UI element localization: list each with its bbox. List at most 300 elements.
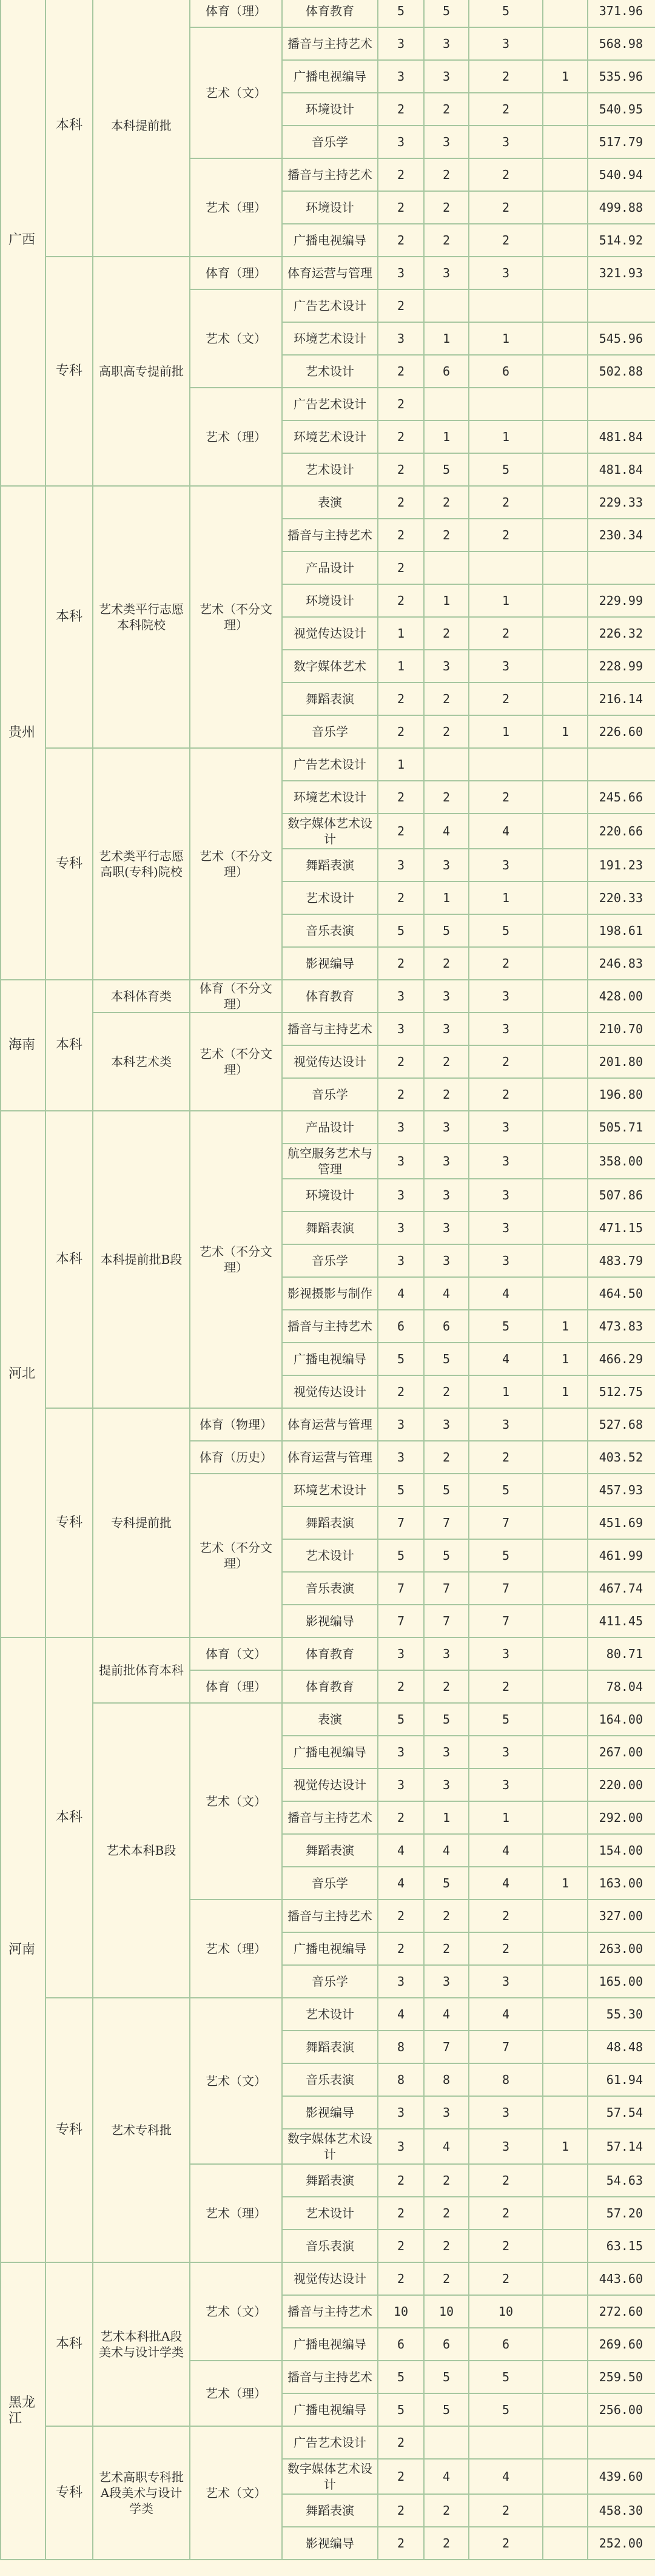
admit-count-cell: 1: [424, 1801, 469, 1834]
min-score-cell: [588, 748, 655, 781]
subject-cell: 艺术（不分文理）: [190, 1013, 282, 1111]
min-score-cell: 210.70: [588, 1013, 655, 1045]
plan-count-cell: 2: [378, 2197, 424, 2230]
in-plan-cell: 4: [469, 1277, 543, 1310]
in-plan-cell: 2: [469, 781, 543, 814]
subject-cell: 艺术（不分文理）: [190, 748, 282, 980]
major-cell: 艺术设计: [282, 882, 378, 914]
extra-cell: [543, 1013, 588, 1045]
plan-count-cell: 2: [378, 947, 424, 980]
plan-count-cell: 2: [378, 1932, 424, 1965]
in-plan-cell: 2: [469, 158, 543, 191]
min-score-cell: [588, 2426, 655, 2459]
level-cell: 专科: [45, 257, 93, 486]
major-cell: 环境设计: [282, 1179, 378, 1212]
plan-count-cell: 5: [378, 914, 424, 947]
subject-cell: 艺术（理）: [190, 388, 282, 486]
plan-count-cell: 3: [378, 60, 424, 93]
in-plan-cell: 2: [469, 2230, 543, 2262]
extra-cell: [543, 584, 588, 617]
major-cell: 播音与主持艺术: [282, 2361, 378, 2393]
in-plan-cell: 1: [469, 1375, 543, 1408]
major-cell: 环境设计: [282, 584, 378, 617]
major-cell: 视觉传达设计: [282, 617, 378, 650]
major-cell: 广播电视编导: [282, 2328, 378, 2361]
admit-count-cell: 2: [424, 224, 469, 257]
in-plan-cell: 3: [469, 1111, 543, 1144]
admit-count-cell: [424, 551, 469, 584]
major-cell: 广播电视编导: [282, 60, 378, 93]
in-plan-cell: 3: [469, 1244, 543, 1277]
in-plan-cell: 3: [469, 1965, 543, 1998]
admit-count-cell: 5: [424, 453, 469, 486]
table-row: [1, 257, 655, 289]
extra-cell: [543, 1408, 588, 1441]
extra-cell: [543, 1572, 588, 1605]
subject-cell: 艺术（文）: [190, 27, 282, 158]
min-score-cell: 196.80: [588, 1078, 655, 1111]
min-score-cell: 507.86: [588, 1179, 655, 1212]
min-score-cell: 57.14: [588, 2129, 655, 2164]
extra-cell: [543, 1932, 588, 1965]
min-score-cell: 502.88: [588, 355, 655, 388]
major-cell: 音乐学: [282, 715, 378, 748]
admit-count-cell: 2: [424, 2494, 469, 2527]
major-cell: 数字媒体艺术设计: [282, 2459, 378, 2494]
major-cell: 影视编导: [282, 2096, 378, 2129]
in-plan-cell: 1: [469, 584, 543, 617]
admit-count-cell: 3: [424, 1013, 469, 1045]
plan-count-cell: 2: [378, 420, 424, 453]
plan-count-cell: 2: [378, 453, 424, 486]
min-score-cell: [588, 289, 655, 322]
in-plan-cell: 2: [469, 519, 543, 551]
extra-cell: [543, 849, 588, 882]
min-score-cell: 439.60: [588, 2459, 655, 2494]
extra-cell: [543, 1539, 588, 1572]
min-score-cell: 259.50: [588, 2361, 655, 2393]
in-plan-cell: [469, 388, 543, 420]
subject-cell: 艺术（不分文理）: [190, 486, 282, 748]
in-plan-cell: 2: [469, 947, 543, 980]
level-cell: 本科: [45, 1111, 93, 1408]
plan-count-cell: 4: [378, 1834, 424, 1867]
extra-cell: [543, 1212, 588, 1244]
admit-count-cell: 7: [424, 1605, 469, 1637]
plan-count-cell: 5: [378, 1474, 424, 1506]
plan-count-cell: 2: [378, 158, 424, 191]
table-row: [1, 980, 655, 1013]
major-cell: 播音与主持艺术: [282, 27, 378, 60]
admit-count-cell: 5: [424, 2393, 469, 2426]
plan-count-cell: 2: [378, 781, 424, 814]
in-plan-cell: 3: [469, 1179, 543, 1212]
extra-cell: [543, 126, 588, 158]
major-cell: 广告艺术设计: [282, 2426, 378, 2459]
plan-count-cell: 2: [378, 388, 424, 420]
subject-cell: 体育（理）: [190, 257, 282, 289]
extra-cell: 1: [543, 1343, 588, 1375]
min-score-cell: 466.29: [588, 1343, 655, 1375]
province-cell: 广西: [1, 0, 45, 486]
batch-cell: 高职高专提前批: [93, 257, 190, 486]
in-plan-cell: 2: [469, 1045, 543, 1078]
subject-cell: 艺术（不分文理）: [190, 1111, 282, 1408]
major-cell: 播音与主持艺术: [282, 1310, 378, 1343]
admit-count-cell: 2: [424, 2197, 469, 2230]
plan-count-cell: 7: [378, 1605, 424, 1637]
major-cell: 舞蹈表演: [282, 1834, 378, 1867]
extra-cell: [543, 551, 588, 584]
batch-cell: 专科提前批: [93, 1408, 190, 1637]
admit-count-cell: 3: [424, 27, 469, 60]
in-plan-cell: 7: [469, 1572, 543, 1605]
plan-count-cell: 2: [378, 1078, 424, 1111]
extra-cell: [543, 453, 588, 486]
min-score-cell: 358.00: [588, 1144, 655, 1179]
admit-count-cell: 3: [424, 1768, 469, 1801]
major-cell: 音乐学: [282, 1078, 378, 1111]
admit-count-cell: 2: [424, 191, 469, 224]
admit-count-cell: 3: [424, 1179, 469, 1212]
subject-cell: 艺术（理）: [190, 2361, 282, 2426]
major-cell: 影视编导: [282, 1605, 378, 1637]
min-score-cell: 263.00: [588, 1932, 655, 1965]
admit-count-cell: 5: [424, 1867, 469, 1900]
extra-cell: [543, 2393, 588, 2426]
level-cell: 专科: [45, 2426, 93, 2560]
plan-count-cell: 2: [378, 1801, 424, 1834]
in-plan-cell: 8: [469, 2063, 543, 2096]
major-cell: 播音与主持艺术: [282, 2295, 378, 2328]
extra-cell: [543, 980, 588, 1013]
major-cell: 播音与主持艺术: [282, 1801, 378, 1834]
in-plan-cell: 4: [469, 1834, 543, 1867]
plan-count-cell: 2: [378, 683, 424, 715]
plan-count-cell: 2: [378, 191, 424, 224]
in-plan-cell: 3: [469, 2129, 543, 2164]
extra-cell: [543, 1441, 588, 1474]
plan-count-cell: 1: [378, 748, 424, 781]
min-score-cell: 458.30: [588, 2494, 655, 2527]
plan-count-cell: 2: [378, 1670, 424, 1703]
min-score-cell: 512.75: [588, 1375, 655, 1408]
admit-count-cell: 2: [424, 519, 469, 551]
plan-count-cell: 2: [378, 551, 424, 584]
plan-count-cell: 3: [378, 1179, 424, 1212]
in-plan-cell: 3: [469, 849, 543, 882]
min-score-cell: 230.34: [588, 519, 655, 551]
min-score-cell: 540.95: [588, 93, 655, 126]
min-score-cell: 272.60: [588, 2295, 655, 2328]
batch-cell: 本科艺术类: [93, 1013, 190, 1111]
plan-count-cell: 3: [378, 1408, 424, 1441]
admit-count-cell: 4: [424, 1834, 469, 1867]
extra-cell: [543, 420, 588, 453]
plan-count-cell: 7: [378, 1572, 424, 1605]
plan-count-cell: 5: [378, 1539, 424, 1572]
in-plan-cell: 2: [469, 1932, 543, 1965]
plan-count-cell: 2: [378, 1045, 424, 1078]
extra-cell: [543, 650, 588, 683]
major-cell: 环境艺术设计: [282, 781, 378, 814]
plan-count-cell: 2: [378, 1900, 424, 1932]
admit-count-cell: 3: [424, 849, 469, 882]
major-cell: 环境艺术设计: [282, 1474, 378, 1506]
major-cell: 产品设计: [282, 1111, 378, 1144]
extra-cell: [543, 289, 588, 322]
extra-cell: [543, 1244, 588, 1277]
min-score-cell: 165.00: [588, 1965, 655, 1998]
plan-count-cell: 3: [378, 2129, 424, 2164]
admit-count-cell: 2: [424, 93, 469, 126]
extra-cell: [543, 1998, 588, 2031]
level-cell: 专科: [45, 1408, 93, 1637]
major-cell: 体育教育: [282, 0, 378, 27]
admit-count-cell: 2: [424, 158, 469, 191]
min-score-cell: 451.69: [588, 1506, 655, 1539]
extra-cell: [543, 2164, 588, 2197]
extra-cell: [543, 748, 588, 781]
plan-count-cell: 2: [378, 2459, 424, 2494]
extra-cell: 1: [543, 1867, 588, 1900]
extra-cell: [543, 0, 588, 27]
admit-count-cell: 3: [424, 1965, 469, 1998]
min-score-cell: 371.96: [588, 0, 655, 27]
in-plan-cell: 3: [469, 650, 543, 683]
table-row: [1, 748, 655, 781]
table-row: [1, 2426, 655, 2459]
admit-count-cell: 3: [424, 1408, 469, 1441]
plan-count-cell: 5: [378, 1343, 424, 1375]
batch-cell: 本科提前批: [93, 0, 190, 257]
plan-count-cell: 5: [378, 2361, 424, 2393]
major-cell: 体育教育: [282, 1637, 378, 1670]
min-score-cell: 443.60: [588, 2262, 655, 2295]
admit-count-cell: 5: [424, 914, 469, 947]
major-cell: 环境设计: [282, 93, 378, 126]
in-plan-cell: 1: [469, 420, 543, 453]
min-score-cell: 267.00: [588, 1736, 655, 1768]
in-plan-cell: [469, 289, 543, 322]
major-cell: 航空服务艺术与管理: [282, 1144, 378, 1179]
extra-cell: [543, 617, 588, 650]
in-plan-cell: 5: [469, 2361, 543, 2393]
subject-cell: 体育（文）: [190, 1637, 282, 1670]
min-score-cell: 57.20: [588, 2197, 655, 2230]
extra-cell: [543, 914, 588, 947]
plan-count-cell: 5: [378, 1703, 424, 1736]
in-plan-cell: 3: [469, 126, 543, 158]
extra-cell: [543, 355, 588, 388]
min-score-cell: 154.00: [588, 1834, 655, 1867]
admit-count-cell: 2: [424, 1078, 469, 1111]
plan-count-cell: 4: [378, 1277, 424, 1310]
extra-cell: 1: [543, 60, 588, 93]
admit-count-cell: 5: [424, 1703, 469, 1736]
plan-count-cell: 3: [378, 2096, 424, 2129]
min-score-cell: 229.33: [588, 486, 655, 519]
extra-cell: [543, 2096, 588, 2129]
in-plan-cell: 3: [469, 1736, 543, 1768]
major-cell: 产品设计: [282, 551, 378, 584]
plan-count-cell: 2: [378, 93, 424, 126]
major-cell: 艺术设计: [282, 1998, 378, 2031]
admit-count-cell: 3: [424, 1212, 469, 1244]
table-row: [1, 1111, 655, 1144]
batch-cell: 艺术类平行志愿高职(专科)院校: [93, 748, 190, 980]
admit-count-cell: 2: [424, 781, 469, 814]
plan-count-cell: 2: [378, 519, 424, 551]
in-plan-cell: 3: [469, 27, 543, 60]
subject-cell: 艺术（理）: [190, 1900, 282, 1998]
batch-cell: 提前批体育本科: [93, 1637, 190, 1703]
extra-cell: [543, 1834, 588, 1867]
province-cell: 海南: [1, 980, 45, 1111]
in-plan-cell: 2: [469, 1670, 543, 1703]
in-plan-cell: [469, 2426, 543, 2459]
in-plan-cell: 2: [469, 1900, 543, 1932]
extra-cell: [543, 882, 588, 914]
extra-cell: [543, 1111, 588, 1144]
province-cell: 贵州: [1, 486, 45, 980]
subject-cell: 艺术（文）: [190, 2426, 282, 2560]
batch-cell: 本科体育类: [93, 980, 190, 1013]
in-plan-cell: 2: [469, 60, 543, 93]
subject-cell: 艺术（不分文理）: [190, 1474, 282, 1637]
admit-count-cell: 2: [424, 1441, 469, 1474]
major-cell: 体育运营与管理: [282, 1408, 378, 1441]
min-score-cell: 514.92: [588, 224, 655, 257]
table-row: [1, 1998, 655, 2031]
in-plan-cell: 6: [469, 355, 543, 388]
level-cell: 本科: [45, 1637, 93, 1998]
admit-count-cell: 8: [424, 2063, 469, 2096]
extra-cell: [543, 2197, 588, 2230]
min-score-cell: 483.79: [588, 1244, 655, 1277]
major-cell: 视觉传达设计: [282, 1045, 378, 1078]
major-cell: 舞蹈表演: [282, 2164, 378, 2197]
extra-cell: [543, 2063, 588, 2096]
admit-count-cell: 4: [424, 1277, 469, 1310]
min-score-cell: 48.48: [588, 2031, 655, 2063]
plan-count-cell: 2: [378, 584, 424, 617]
min-score-cell: 54.63: [588, 2164, 655, 2197]
province-cell: 河南: [1, 1637, 45, 2262]
plan-count-cell: 5: [378, 2393, 424, 2426]
plan-count-cell: 8: [378, 2063, 424, 2096]
in-plan-cell: 4: [469, 1867, 543, 1900]
min-score-cell: 473.83: [588, 1310, 655, 1343]
min-score-cell: 540.94: [588, 158, 655, 191]
table-row: [1, 0, 655, 27]
admit-count-cell: 1: [424, 420, 469, 453]
plan-count-cell: 3: [378, 1013, 424, 1045]
table-row: [1, 486, 655, 519]
min-score-cell: 252.00: [588, 2527, 655, 2560]
extra-cell: [543, 1605, 588, 1637]
table-row: [1, 1637, 655, 1670]
min-score-cell: 517.79: [588, 126, 655, 158]
level-cell: 本科: [45, 0, 93, 257]
extra-cell: [543, 1801, 588, 1834]
major-cell: 音乐学: [282, 1867, 378, 1900]
extra-cell: [543, 947, 588, 980]
min-score-cell: 505.71: [588, 1111, 655, 1144]
plan-count-cell: 3: [378, 1736, 424, 1768]
table-row: [1, 1703, 655, 1736]
major-cell: 环境设计: [282, 191, 378, 224]
min-score-cell: 464.50: [588, 1277, 655, 1310]
plan-count-cell: 2: [378, 2262, 424, 2295]
extra-cell: [543, 2031, 588, 2063]
min-score-cell: [588, 388, 655, 420]
extra-cell: [543, 1736, 588, 1768]
plan-count-cell: 2: [378, 2164, 424, 2197]
min-score-cell: 403.52: [588, 1441, 655, 1474]
major-cell: 广播电视编导: [282, 224, 378, 257]
major-cell: 播音与主持艺术: [282, 1013, 378, 1045]
plan-count-cell: 3: [378, 1637, 424, 1670]
major-cell: 舞蹈表演: [282, 1212, 378, 1244]
plan-count-cell: 3: [378, 1212, 424, 1244]
in-plan-cell: 2: [469, 1441, 543, 1474]
min-score-cell: 163.00: [588, 1867, 655, 1900]
subject-cell: 体育（物理）: [190, 1408, 282, 1441]
major-cell: 播音与主持艺术: [282, 519, 378, 551]
in-plan-cell: 3: [469, 1212, 543, 1244]
in-plan-cell: 5: [469, 0, 543, 27]
plan-count-cell: 3: [378, 1768, 424, 1801]
subject-cell: 艺术（理）: [190, 2164, 282, 2262]
plan-count-cell: 2: [378, 289, 424, 322]
major-cell: 艺术设计: [282, 355, 378, 388]
in-plan-cell: 7: [469, 1506, 543, 1539]
min-score-cell: 55.30: [588, 1998, 655, 2031]
batch-cell: 艺术专科批: [93, 1998, 190, 2262]
extra-cell: [543, 814, 588, 849]
min-score-cell: 321.93: [588, 257, 655, 289]
admit-count-cell: 2: [424, 1045, 469, 1078]
admit-count-cell: 4: [424, 814, 469, 849]
min-score-cell: 327.00: [588, 1900, 655, 1932]
plan-count-cell: 3: [378, 1965, 424, 1998]
min-score-cell: 246.83: [588, 947, 655, 980]
plan-count-cell: 3: [378, 849, 424, 882]
admit-count-cell: 6: [424, 2328, 469, 2361]
admit-count-cell: 2: [424, 2230, 469, 2262]
major-cell: 数字媒体艺术设计: [282, 2129, 378, 2164]
min-score-cell: 471.15: [588, 1212, 655, 1244]
admit-count-cell: 10: [424, 2295, 469, 2328]
plan-count-cell: 2: [378, 715, 424, 748]
batch-cell: 本科提前批B段: [93, 1111, 190, 1408]
major-cell: 广播电视编导: [282, 1736, 378, 1768]
plan-count-cell: 2: [378, 2230, 424, 2262]
admit-count-cell: 3: [424, 1244, 469, 1277]
admit-count-cell: 6: [424, 1310, 469, 1343]
major-cell: 广播电视编导: [282, 2393, 378, 2426]
plan-count-cell: 3: [378, 1144, 424, 1179]
extra-cell: [543, 683, 588, 715]
admit-count-cell: 3: [424, 1736, 469, 1768]
min-score-cell: 63.15: [588, 2230, 655, 2262]
in-plan-cell: 5: [469, 914, 543, 947]
extra-cell: [543, 158, 588, 191]
plan-count-cell: 1: [378, 617, 424, 650]
in-plan-cell: 4: [469, 1998, 543, 2031]
major-cell: 数字媒体艺术设计: [282, 814, 378, 849]
